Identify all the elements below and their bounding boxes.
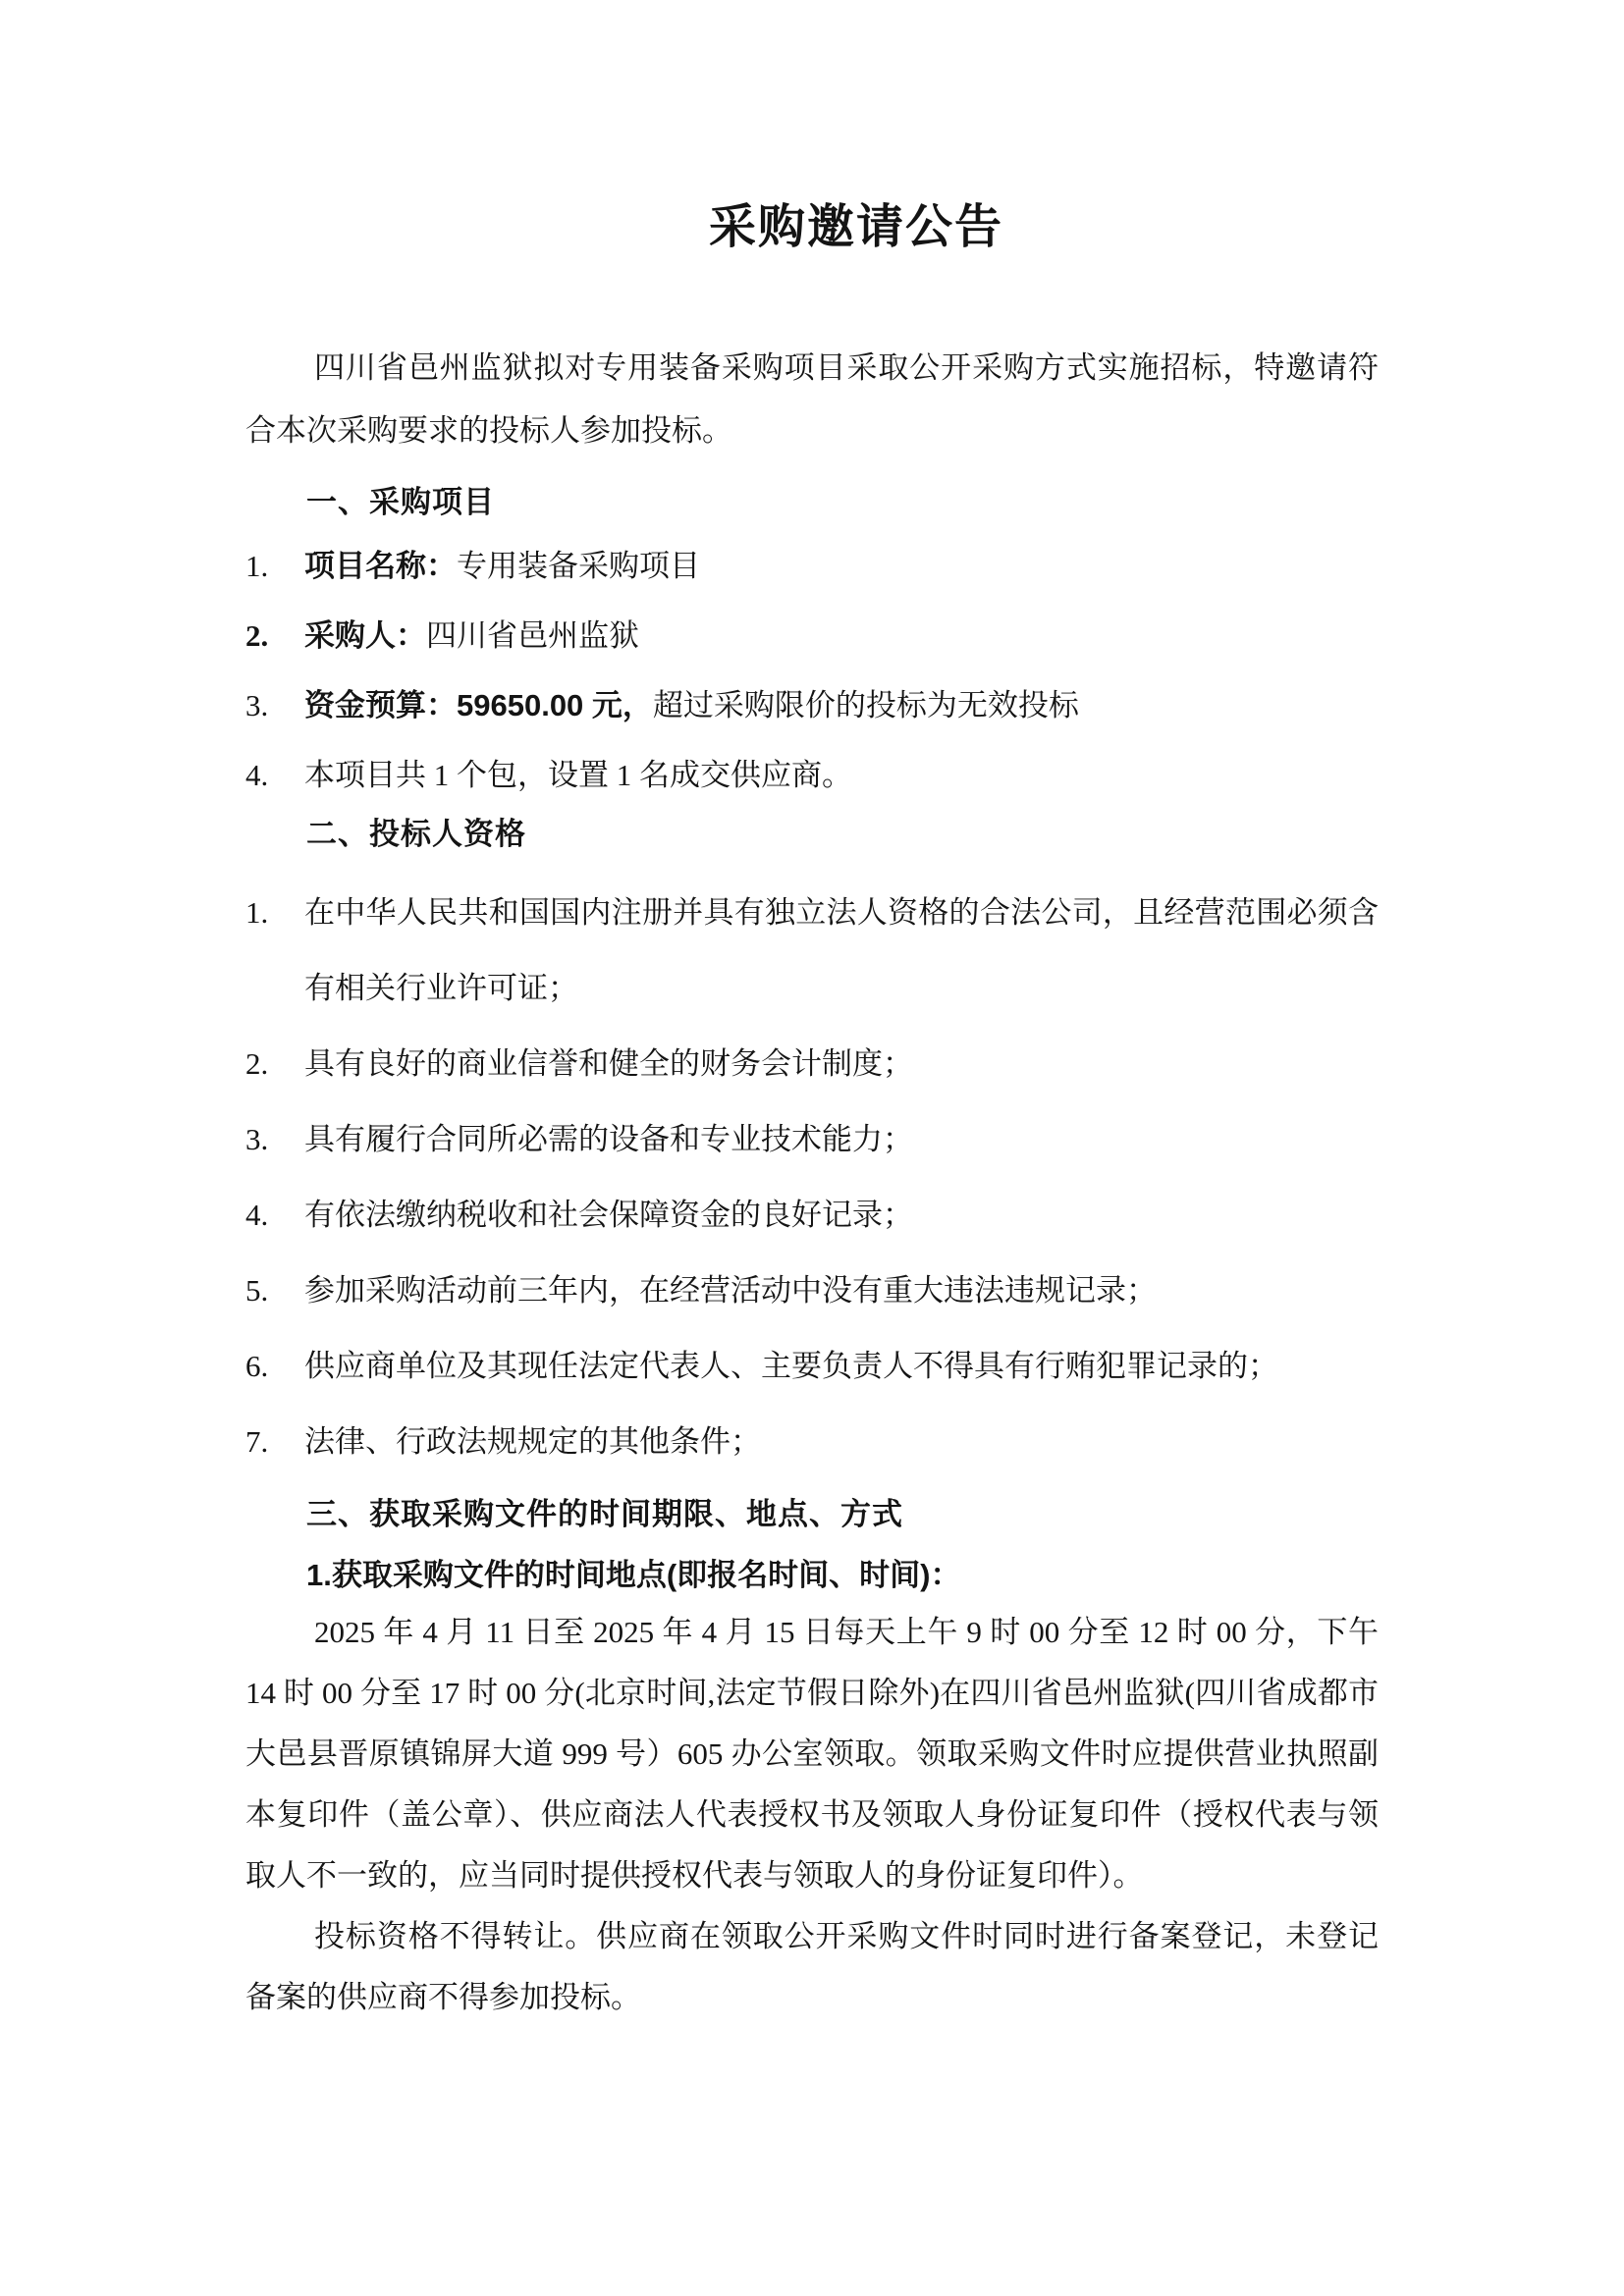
item-number: 1. — [245, 549, 269, 583]
item-number: 4. — [245, 758, 269, 792]
list-item — [245, 531, 1379, 601]
item-value: 四川省邑州监狱 — [426, 618, 639, 653]
list-item — [245, 601, 1379, 670]
section-2-heading: 二、投标人资格 — [306, 817, 526, 851]
list-item — [245, 670, 1379, 740]
section-1-list — [245, 531, 1379, 810]
item-number: 2. — [245, 1046, 269, 1081]
item-number: 2. — [245, 618, 269, 653]
item-text: 参加采购活动前三年内，在经营活动中没有重大违法违规记录； — [304, 1273, 1157, 1308]
item-text: 供应商单位及其现任法定代表人、主要负责人不得具有行贿犯罪记录的； — [304, 1349, 1278, 1383]
item-text: 具有良好的商业信誉和健全的财务会计制度； — [304, 1046, 913, 1081]
item-number: 7. — [245, 1424, 269, 1459]
item-label: 资金预算：59650.00 元， — [304, 688, 653, 722]
item-text: 有依法缴纳税收和社会保障资金的良好记录； — [304, 1198, 913, 1232]
list-item — [245, 1026, 1379, 1101]
item-text: 具有履行合同所必需的设备和专业技术能力； — [304, 1122, 913, 1156]
section-2-list — [245, 875, 1379, 1479]
section-3-heading: 三、获取采购文件的时间期限、地点、方式 — [306, 1497, 903, 1531]
list-item — [245, 1101, 1379, 1177]
list-item — [245, 1404, 1379, 1479]
list-item — [245, 1328, 1379, 1404]
list-item — [245, 740, 1379, 810]
item-number: 3. — [245, 688, 269, 722]
page-title: 采购邀请公告 — [708, 201, 1003, 253]
item-label: 采购人： — [304, 618, 426, 653]
item-value: 专用装备采购项目 — [457, 549, 700, 583]
item-number: 1. — [245, 895, 269, 930]
intro-paragraph: 四川省邑州监狱拟对专用装备采购项目采取公开采购方式实施招标，特邀请符合本次采购要求的投标人参加投标。 — [245, 350, 1379, 448]
item-number: 4. — [245, 1198, 269, 1232]
item-text: 在中华人民共和国国内注册并具有独立法人资格的合法公司，且经营范围必须含有相关行业许可证； — [304, 895, 1379, 1005]
section-1-heading: 一、采购项目 — [306, 485, 495, 519]
item-text — [304, 740, 1379, 810]
list-item — [245, 875, 1379, 1026]
item-number: 5. — [245, 1273, 269, 1308]
item-text — [304, 601, 1379, 670]
list-item — [245, 1177, 1379, 1253]
list-item — [245, 1253, 1379, 1328]
item-value: 本项目共 1 个包，设置 1 名成交供应商。 — [304, 758, 852, 792]
item-number: 6. — [245, 1349, 269, 1383]
item-number: 3. — [245, 1122, 269, 1156]
pickup-time-location-paragraph: 2025 年 4 月 11 日至 2025 年 4 月 15 日每天上午 9 时 00 分至 12 时 00 分，下午 14 时 00 分至 17 时 00 分(北京时间,法定节假日除外)在四川省邑州监狱(四川省成都市大邑县晋原镇锦屏大道 999 号）605 办公室领取。领取采购文件时应提供营业执照副本复印件（盖公章）、供应商法人代表授权书及领取人身份证复印件（授权代表与领取人不一致的，应当同时提供授权代表与领取人的身份证复印件）。 — [245, 1615, 1379, 1893]
item-text — [304, 670, 1379, 740]
item-text — [304, 531, 1379, 601]
section-3-subheading: 1.获取采购文件的时间地点(即报名时间、时间)： — [306, 1558, 961, 1592]
registration-note-paragraph: 投标资格不得转让。供应商在领取公开采购文件时同时进行备案登记，未登记备案的供应商不得参加投标。 — [245, 1919, 1379, 2014]
item-text: 法律、行政法规规定的其他条件； — [304, 1424, 761, 1459]
item-label: 项目名称： — [304, 549, 457, 583]
section-3-body — [245, 1602, 1379, 2028]
item-value: 超过采购限价的投标为无效投标 — [652, 688, 1079, 722]
